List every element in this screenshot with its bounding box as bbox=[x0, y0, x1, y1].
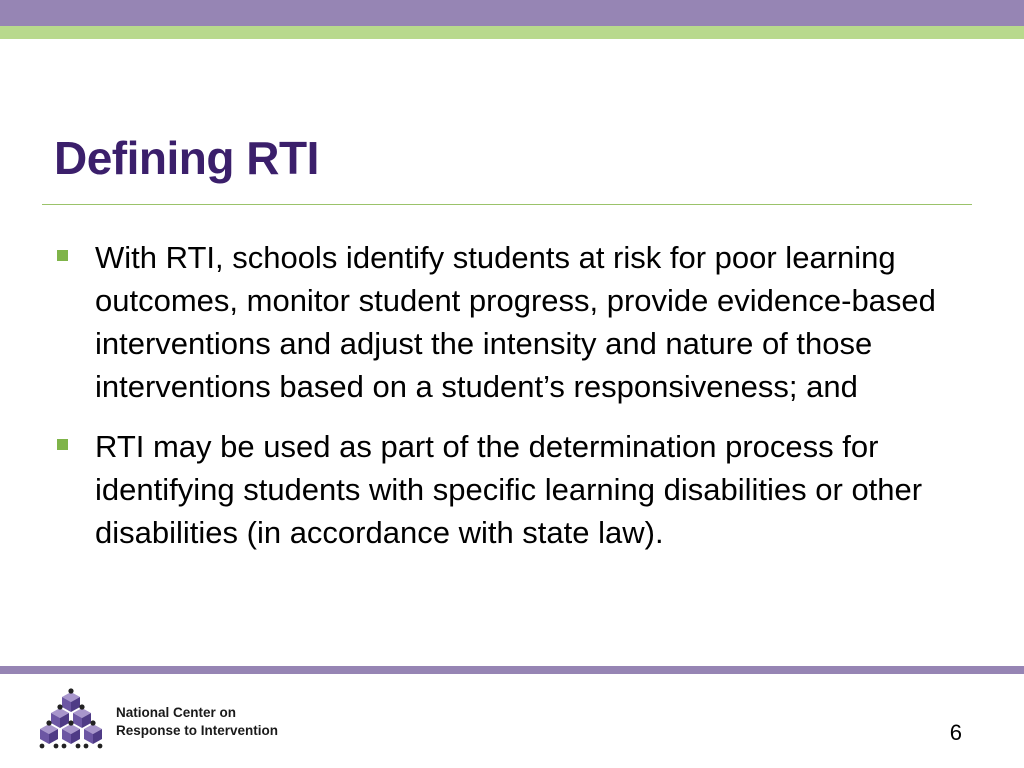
bottom-accent-bar bbox=[0, 666, 1024, 674]
square-bullet-icon bbox=[57, 439, 68, 450]
slide-title: Defining RTI bbox=[54, 132, 319, 184]
organization-name-line-2: Response to Intervention bbox=[116, 723, 279, 738]
top-accent-bar-green bbox=[0, 26, 1024, 39]
top-accent-bar-purple bbox=[0, 0, 1024, 26]
logo-cube bbox=[62, 692, 80, 712]
organization-name-line-1: National Center on bbox=[116, 705, 237, 720]
logo-cube bbox=[40, 724, 58, 744]
title-divider bbox=[42, 204, 972, 205]
logo-cube bbox=[51, 708, 69, 728]
stacked-cubes-logo-icon bbox=[36, 688, 106, 754]
square-bullet-icon bbox=[57, 250, 68, 261]
logo-cube bbox=[73, 708, 91, 728]
bullet-text: With RTI, schools identify students at risk for poor learning outcomes, monitor student progress, provide evidence-based interventions and adjust the intensity and nature of those interventions based on a student’s responsiveness; and bbox=[95, 240, 936, 404]
page-number: 6 bbox=[949, 720, 962, 745]
bullet-item bbox=[56, 236, 976, 408]
bullet-text: RTI may be used as part of the determination process for identifying students with specific learning disabilities or other disabilities (in accordance with state law). bbox=[95, 429, 923, 550]
logo-cube bbox=[62, 724, 80, 744]
organization-name bbox=[116, 704, 278, 740]
bullet-item bbox=[56, 425, 976, 554]
bullet-list bbox=[56, 236, 976, 571]
logo-cube bbox=[84, 724, 102, 744]
